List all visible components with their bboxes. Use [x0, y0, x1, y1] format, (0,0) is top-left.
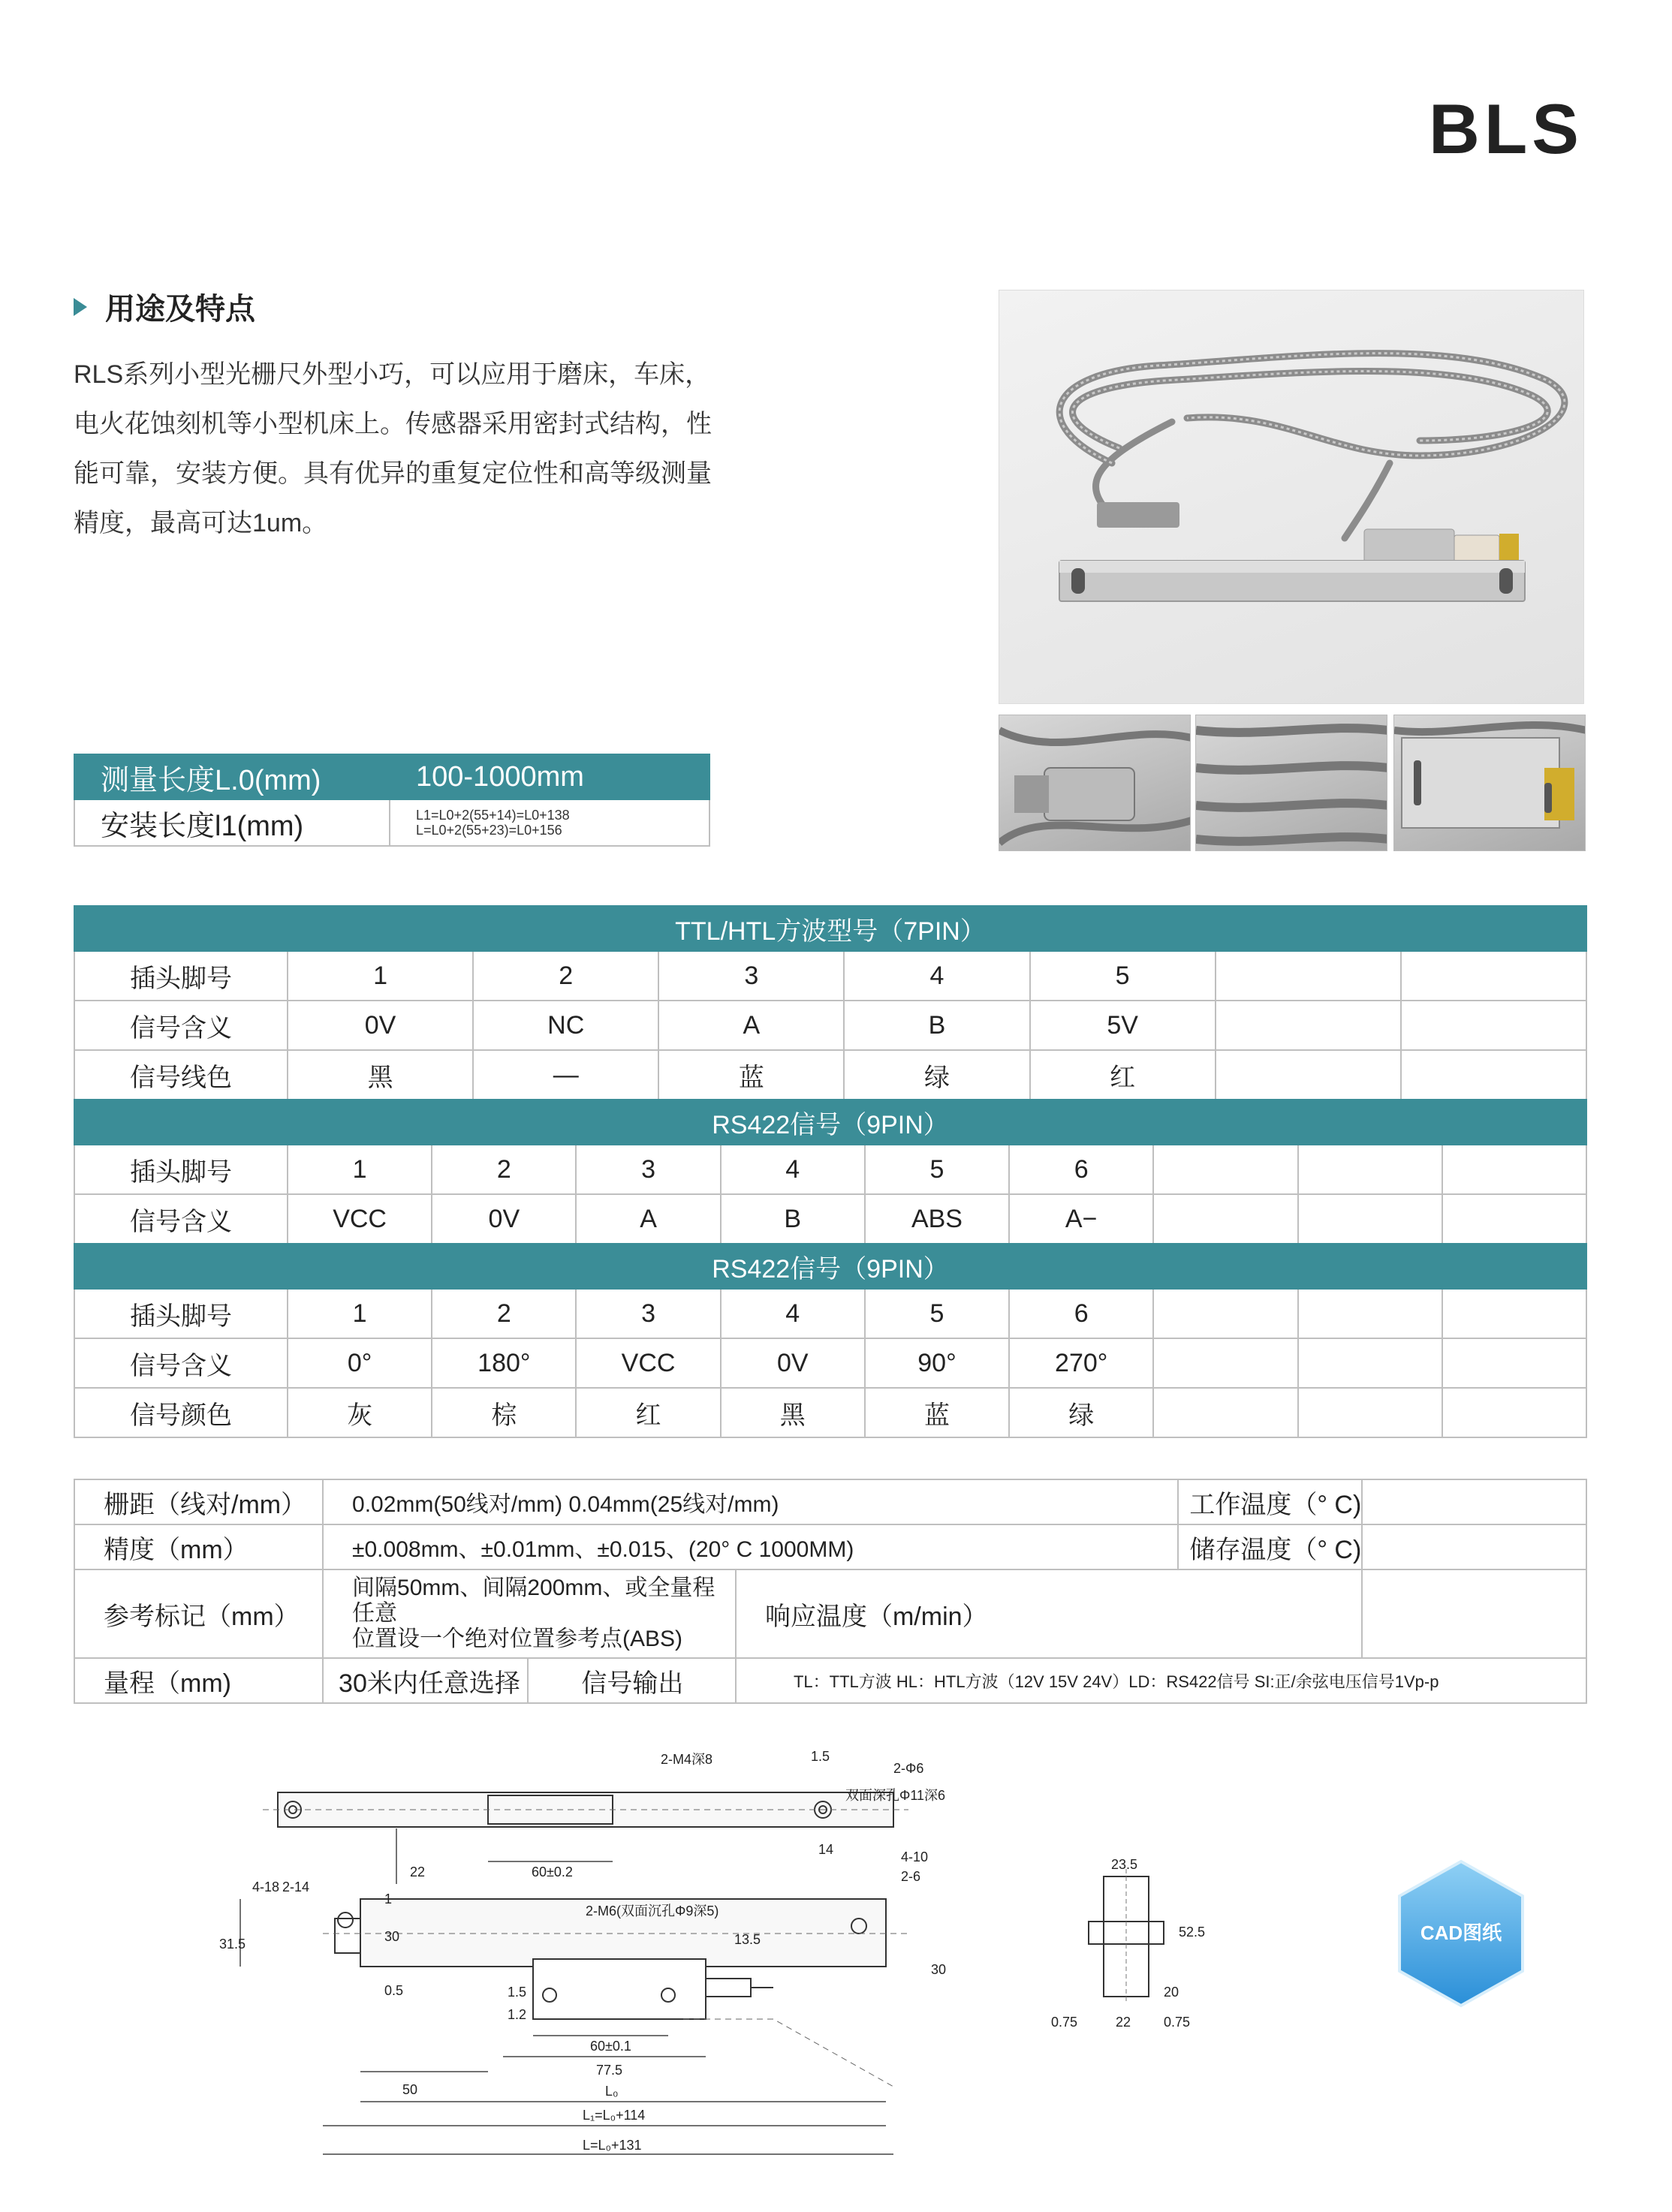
table-cell: 黑 [288, 1050, 473, 1100]
dim-label: 31.5 [219, 1937, 246, 1952]
table-cell: 5 [865, 1145, 1009, 1194]
table-cell [1153, 1388, 1297, 1437]
triangle-bullet-icon [74, 298, 87, 316]
row-label: 信号线色 [74, 1050, 288, 1100]
table-cell: 1 [288, 1289, 432, 1338]
table-cell: 灰 [288, 1388, 432, 1437]
dim-label: 0.75 [1051, 2015, 1078, 2030]
table-cell: A [576, 1194, 720, 1244]
table-cell [1401, 951, 1586, 1001]
rs422-table-title: RS422信号（9PIN） [74, 1244, 1586, 1289]
table-cell: — [473, 1050, 658, 1100]
table-cell: 1 [288, 1145, 432, 1194]
pitch-label: 栅距（线对/mm） [74, 1479, 323, 1524]
table-cell: 3 [658, 951, 844, 1001]
table-cell: 6 [1009, 1145, 1153, 1194]
table-cell: 2 [432, 1289, 576, 1338]
work-temp-label: 工作温度（° C) [1178, 1479, 1362, 1524]
row-label: 插头脚号 [74, 951, 288, 1001]
table-cell: B [844, 1001, 1029, 1050]
dim-label: 4-10 [901, 1849, 929, 1864]
table-cell: 2 [432, 1145, 576, 1194]
table-row [74, 951, 1586, 1001]
table-cell [1401, 1050, 1586, 1100]
section-title: 用途及特点 [105, 293, 255, 326]
table-cell [1153, 1194, 1297, 1244]
dim-label: 60±0.1 [590, 2039, 631, 2054]
cable-detail-photo [1195, 715, 1387, 851]
table-cell: B [721, 1194, 865, 1244]
dim-label: 1.2 [508, 2007, 527, 2022]
dim-label: 50 [402, 2082, 418, 2097]
work-temp-value [1362, 1479, 1586, 1524]
table-cell: VCC [576, 1338, 720, 1388]
table-cell: 180° [432, 1338, 576, 1388]
product-photo [999, 290, 1584, 704]
install-formula-line: L=L0+2(55+23)=L0+156 [416, 823, 562, 838]
table-cell [1216, 951, 1401, 1001]
reference-mark-value [323, 1569, 736, 1658]
product-detail-photo [999, 715, 1191, 851]
table-row [74, 1050, 1586, 1100]
install-formula-line: L1=L0+2(55+14)=L0+138 [416, 808, 570, 823]
table-cell: 1 [288, 951, 473, 1001]
table-cell: 5 [1030, 951, 1216, 1001]
reference-mark-label: 参考标记（mm） [74, 1569, 323, 1658]
table-cell: ABS [865, 1194, 1009, 1244]
table-cell: 黑 [721, 1388, 865, 1437]
response-temp-label: 响应温度（m/min） [736, 1569, 1362, 1658]
storage-temp-label: 储存温度（° C) [1178, 1524, 1362, 1569]
measure-length-label: 测量长度L.0(mm) [74, 754, 390, 799]
dim-label: 23.5 [1111, 1857, 1138, 1872]
side-view-drawing [1051, 1854, 1224, 2057]
cad-badge-label[interactable]: CAD图纸 [1420, 1922, 1502, 1944]
table-cell: 4 [721, 1145, 865, 1194]
table-cell: 0V [288, 1001, 473, 1050]
rs422-pin-table-1 [74, 1099, 1587, 1244]
dim-label: 30 [384, 1929, 400, 1944]
rs422-table-title: RS422信号（9PIN） [74, 1100, 1586, 1145]
row-label: 信号含义 [74, 1194, 288, 1244]
table-cell [1442, 1145, 1586, 1194]
dim-label: 2-Φ6 [893, 1761, 924, 1776]
dim-label: 14 [818, 1842, 834, 1857]
dim-label: 双面深孔Φ11深6 [845, 1788, 946, 1803]
table-cell [1153, 1289, 1297, 1338]
dim-label: 20 [1164, 1985, 1179, 2000]
length-table [74, 754, 710, 847]
table-cell [1216, 1001, 1401, 1050]
dim-label: 30 [931, 1962, 947, 1977]
table-cell [1442, 1289, 1586, 1338]
response-temp-value [1362, 1569, 1586, 1658]
install-length-label: 安装长度l1(mm) [74, 799, 390, 846]
table-cell: 2 [473, 951, 658, 1001]
table-cell [1153, 1145, 1297, 1194]
table-cell: 绿 [844, 1050, 1029, 1100]
table-cell [1298, 1338, 1442, 1388]
table-cell [1298, 1388, 1442, 1437]
table-cell: 红 [1030, 1050, 1216, 1100]
reference-mark-line: 间隔50mm、间隔200mm、或全量程任意 [352, 1575, 715, 1626]
pitch-value: 0.02mm(50线对/mm) 0.04mm(25线对/mm) [323, 1479, 1178, 1524]
ttl-table-title: TTL/HTL方波型号（7PIN） [74, 906, 1586, 951]
section-heading [74, 285, 255, 328]
dim-label: 13.5 [734, 1932, 761, 1947]
dim-label: L₁=L₀+114 [583, 2108, 646, 2123]
dim-label: 2-M4深8 [661, 1752, 713, 1767]
description-line: RLS系列小型光栅尺外型小巧，可以应用于磨床，车床， [74, 360, 711, 389]
dim-label: 60±0.2 [532, 1864, 573, 1879]
accuracy-value: ±0.008mm、±0.01mm、±0.015、(20° C 1000MM) [323, 1524, 1178, 1569]
dim-label: 1 [384, 1891, 393, 1907]
description [74, 350, 749, 548]
table-row [74, 1194, 1586, 1244]
reference-mark-line: 位置设一个绝对位置参考点(ABS) [352, 1627, 683, 1651]
output-value: TL：TTL方波 HL：HTL方波（12V 15V 24V）LD：RS422信号 SI:正/余弦电压信号1Vp-p [736, 1658, 1586, 1703]
dim-label: 1.5 [811, 1749, 830, 1764]
table-cell [1298, 1194, 1442, 1244]
table-cell [1442, 1388, 1586, 1437]
table-cell: A− [1009, 1194, 1153, 1244]
dim-label: 52.5 [1179, 1925, 1206, 1940]
install-length-formula [390, 799, 709, 846]
row-label: 信号含义 [74, 1001, 288, 1050]
table-cell: VCC [288, 1194, 432, 1244]
dim-label: L₀ [605, 2084, 619, 2099]
dim-label: L=L₀+131 [583, 2138, 642, 2153]
accuracy-label: 精度（mm） [74, 1524, 323, 1569]
dim-label: 1.5 [508, 1985, 527, 2000]
table-cell [1442, 1194, 1586, 1244]
spec-table [74, 1479, 1587, 1704]
dim-label: 22 [410, 1864, 426, 1879]
table-cell [1442, 1338, 1586, 1388]
dim-label: 2-14 [282, 1879, 310, 1894]
table-cell [1298, 1145, 1442, 1194]
ttl-pin-table [74, 905, 1587, 1100]
table-cell: 红 [576, 1388, 720, 1437]
table-cell: 270° [1009, 1338, 1153, 1388]
measure-length-value: 100-1000mm [390, 754, 709, 799]
row-label: 插头脚号 [74, 1145, 288, 1194]
table-cell: 3 [576, 1289, 720, 1338]
table-cell: 绿 [1009, 1388, 1153, 1437]
table-cell: 棕 [432, 1388, 576, 1437]
table-cell: 0° [288, 1338, 432, 1388]
table-cell: A [658, 1001, 844, 1050]
row-label: 插头脚号 [74, 1289, 288, 1338]
table-cell: 5 [865, 1289, 1009, 1338]
description-line: 能可靠，安装方便。具有优异的重复定位性和高等级测量 [74, 459, 712, 488]
reader-head-photo [1393, 715, 1586, 851]
rs422-pin-table-2 [74, 1243, 1587, 1438]
table-cell: 90° [865, 1338, 1009, 1388]
dim-label: 0.5 [384, 1983, 404, 1998]
table-row [74, 1145, 1586, 1194]
dim-label: 22 [1116, 2015, 1131, 2030]
output-label: 信号输出 [528, 1658, 736, 1703]
table-row [74, 1338, 1586, 1388]
table-row [74, 1388, 1586, 1437]
table-cell: 蓝 [865, 1388, 1009, 1437]
table-cell [1153, 1338, 1297, 1388]
table-cell: 4 [721, 1289, 865, 1338]
description-line: 精度，最高可达1um。 [74, 509, 328, 537]
range-label: 量程（mm) [74, 1658, 323, 1703]
table-cell: 蓝 [658, 1050, 844, 1100]
dim-label: 2-M6(双面沉孔Φ9深5) [586, 1904, 719, 1919]
table-cell: 6 [1009, 1289, 1153, 1338]
table-cell [1298, 1289, 1442, 1338]
range-value: 30米内任意选择 [323, 1658, 528, 1703]
dim-label: 4-18 [252, 1879, 280, 1894]
table-cell [1216, 1050, 1401, 1100]
table-cell: NC [473, 1001, 658, 1050]
row-label: 信号含义 [74, 1338, 288, 1388]
dim-label: 0.75 [1164, 2015, 1191, 2030]
dim-label: 77.5 [596, 2063, 623, 2078]
table-row [74, 1001, 1586, 1050]
table-cell: 5V [1030, 1001, 1216, 1050]
storage-temp-value [1362, 1524, 1586, 1569]
row-label: 信号颜色 [74, 1388, 288, 1437]
table-cell: 0V [721, 1338, 865, 1388]
dim-label: 2-6 [901, 1869, 921, 1884]
table-row [74, 1289, 1586, 1338]
description-line: 电火花蚀刻机等小型机床上。传感器采用密封式结构，性 [74, 410, 712, 438]
table-cell: 3 [576, 1145, 720, 1194]
table-cell: 0V [432, 1194, 576, 1244]
table-cell: 4 [844, 951, 1029, 1001]
table-cell [1401, 1001, 1586, 1050]
brand-title: BLS [1429, 89, 1583, 168]
